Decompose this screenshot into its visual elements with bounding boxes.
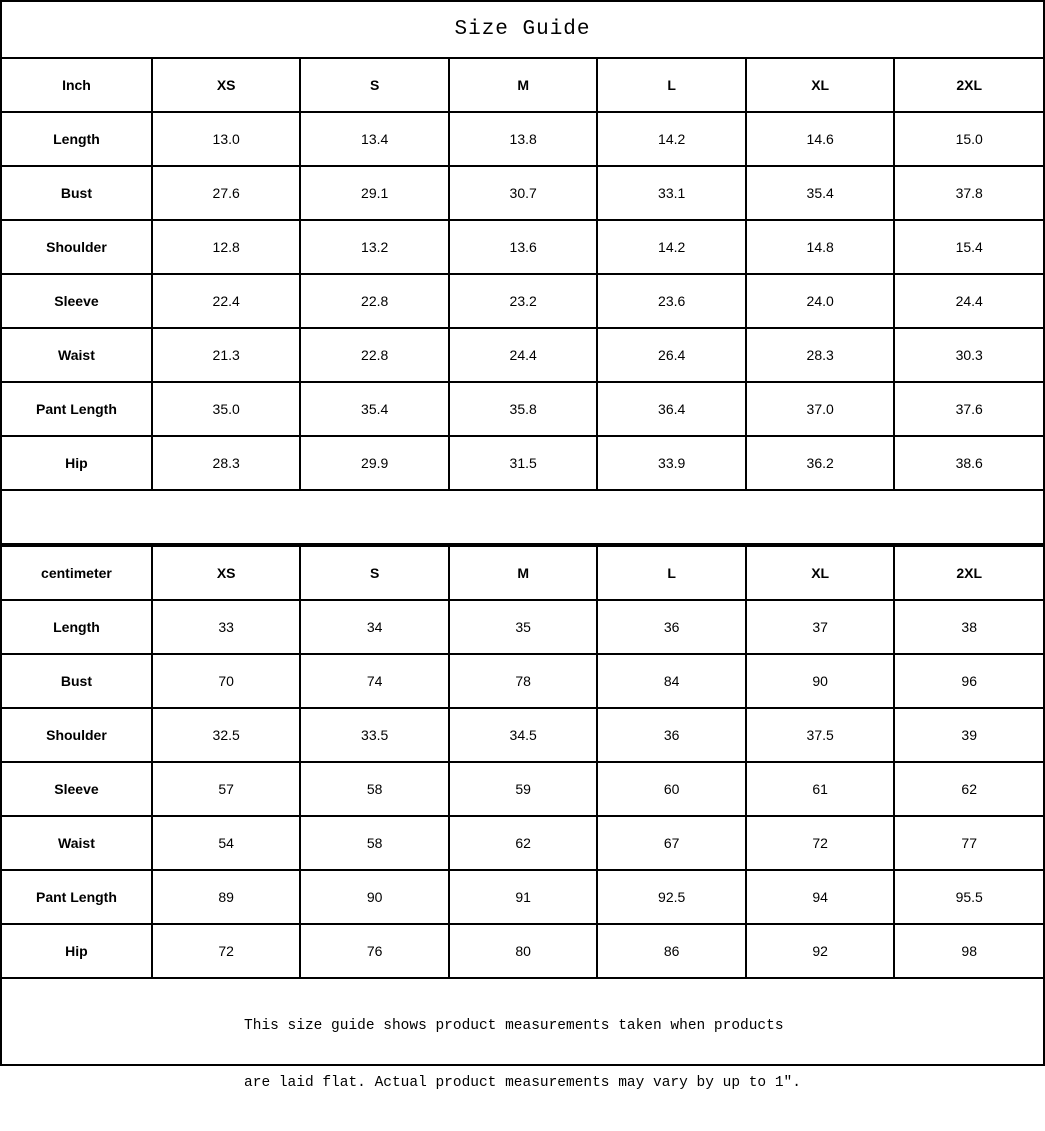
size-column-header: 2XL <box>894 546 1043 600</box>
size-value-cell: 21.3 <box>152 328 301 382</box>
table-row <box>2 762 1043 816</box>
size-value-cell: 33 <box>152 600 301 654</box>
size-value-cell: 72 <box>152 924 301 978</box>
size-value-cell: 74 <box>300 654 449 708</box>
size-value-cell: 15.4 <box>894 220 1043 274</box>
size-value-cell: 54 <box>152 816 301 870</box>
row-label: Shoulder <box>2 708 152 762</box>
table-row <box>2 436 1043 490</box>
size-value-cell: 24.4 <box>449 328 598 382</box>
size-value-cell: 34.5 <box>449 708 598 762</box>
table-row <box>2 328 1043 382</box>
size-value-cell: 91 <box>449 870 598 924</box>
table-row <box>2 924 1043 978</box>
table-row <box>2 708 1043 762</box>
size-value-cell: 72 <box>746 816 895 870</box>
footer-note-line1: This size guide shows product measurements taken when products <box>244 1018 784 1034</box>
size-value-cell: 37.6 <box>894 382 1043 436</box>
footer-note <box>2 979 1043 1131</box>
table-row <box>2 166 1043 220</box>
size-value-cell: 14.8 <box>746 220 895 274</box>
size-value-cell: 23.2 <box>449 274 598 328</box>
table-row <box>2 816 1043 870</box>
size-value-cell: 94 <box>746 870 895 924</box>
size-value-cell: 24.0 <box>746 274 895 328</box>
size-value-cell: 33.9 <box>597 436 746 490</box>
size-column-header: L <box>597 58 746 112</box>
size-column-header: S <box>300 58 449 112</box>
size-value-cell: 78 <box>449 654 598 708</box>
size-value-cell: 59 <box>449 762 598 816</box>
size-value-cell: 58 <box>300 762 449 816</box>
table-row <box>2 112 1043 166</box>
size-value-cell: 29.1 <box>300 166 449 220</box>
size-value-cell: 13.8 <box>449 112 598 166</box>
size-value-cell: 13.0 <box>152 112 301 166</box>
row-label: Shoulder <box>2 220 152 274</box>
size-value-cell: 58 <box>300 816 449 870</box>
size-value-cell: 14.2 <box>597 112 746 166</box>
row-label: Bust <box>2 166 152 220</box>
size-table-header-row <box>2 58 1043 112</box>
row-label: Bust <box>2 654 152 708</box>
size-value-cell: 37 <box>746 600 895 654</box>
table-row <box>2 274 1043 328</box>
unit-header-cell: centimeter <box>2 546 152 600</box>
size-column-header: XL <box>746 58 895 112</box>
size-value-cell: 12.8 <box>152 220 301 274</box>
row-label: Hip <box>2 436 152 490</box>
size-value-cell: 32.5 <box>152 708 301 762</box>
size-value-cell: 89 <box>152 870 301 924</box>
size-value-cell: 13.2 <box>300 220 449 274</box>
size-value-cell: 57 <box>152 762 301 816</box>
size-value-cell: 34 <box>300 600 449 654</box>
size-value-cell: 33.1 <box>597 166 746 220</box>
size-value-cell: 35 <box>449 600 598 654</box>
table-row <box>2 654 1043 708</box>
size-value-cell: 90 <box>300 870 449 924</box>
table-spacer <box>2 491 1043 545</box>
row-label: Length <box>2 600 152 654</box>
size-value-cell: 90 <box>746 654 895 708</box>
size-value-cell: 84 <box>597 654 746 708</box>
size-value-cell: 67 <box>597 816 746 870</box>
size-column-header: 2XL <box>894 58 1043 112</box>
size-value-cell: 13.6 <box>449 220 598 274</box>
size-value-cell: 35.0 <box>152 382 301 436</box>
size-value-cell: 15.0 <box>894 112 1043 166</box>
page-title: Size Guide <box>454 18 591 41</box>
size-value-cell: 22.4 <box>152 274 301 328</box>
size-value-cell: 60 <box>597 762 746 816</box>
size-value-cell: 31.5 <box>449 436 598 490</box>
size-value-cell: 80 <box>449 924 598 978</box>
size-value-cell: 36 <box>597 600 746 654</box>
size-value-cell: 28.3 <box>152 436 301 490</box>
footer-note-line2: are laid flat. Actual product measurements may vary by up to 1″. <box>244 1075 801 1091</box>
row-label: Waist <box>2 816 152 870</box>
size-column-header: M <box>449 58 598 112</box>
size-value-cell: 35.4 <box>300 382 449 436</box>
size-value-cell: 39 <box>894 708 1043 762</box>
size-value-cell: 92 <box>746 924 895 978</box>
table-row <box>2 220 1043 274</box>
row-label: Pant Length <box>2 870 152 924</box>
size-value-cell: 26.4 <box>597 328 746 382</box>
size-value-cell: 13.4 <box>300 112 449 166</box>
size-value-cell: 37.8 <box>894 166 1043 220</box>
row-label: Pant Length <box>2 382 152 436</box>
size-column-header: L <box>597 546 746 600</box>
table-row <box>2 382 1043 436</box>
size-value-cell: 95.5 <box>894 870 1043 924</box>
size-value-cell: 22.8 <box>300 274 449 328</box>
size-value-cell: 23.6 <box>597 274 746 328</box>
size-value-cell: 14.6 <box>746 112 895 166</box>
size-value-cell: 27.6 <box>152 166 301 220</box>
row-label: Length <box>2 112 152 166</box>
size-value-cell: 92.5 <box>597 870 746 924</box>
row-label: Sleeve <box>2 762 152 816</box>
size-value-cell: 35.4 <box>746 166 895 220</box>
size-value-cell: 30.7 <box>449 166 598 220</box>
size-table-centimeter <box>2 545 1043 979</box>
size-column-header: S <box>300 546 449 600</box>
size-value-cell: 35.8 <box>449 382 598 436</box>
size-table-inch <box>2 57 1043 491</box>
size-value-cell: 24.4 <box>894 274 1043 328</box>
size-value-cell: 36 <box>597 708 746 762</box>
size-value-cell: 62 <box>449 816 598 870</box>
size-column-header: XL <box>746 546 895 600</box>
size-value-cell: 38.6 <box>894 436 1043 490</box>
size-value-cell: 76 <box>300 924 449 978</box>
size-column-header: M <box>449 546 598 600</box>
size-value-cell: 14.2 <box>597 220 746 274</box>
size-value-cell: 38 <box>894 600 1043 654</box>
size-value-cell: 29.9 <box>300 436 449 490</box>
size-value-cell: 37.0 <box>746 382 895 436</box>
row-label: Hip <box>2 924 152 978</box>
size-table-header-row <box>2 546 1043 600</box>
footer-note-text <box>244 979 801 1131</box>
size-value-cell: 36.2 <box>746 436 895 490</box>
size-column-header: XS <box>152 546 301 600</box>
size-value-cell: 37.5 <box>746 708 895 762</box>
unit-header-cell: Inch <box>2 58 152 112</box>
size-value-cell: 28.3 <box>746 328 895 382</box>
size-value-cell: 62 <box>894 762 1043 816</box>
size-value-cell: 77 <box>894 816 1043 870</box>
size-value-cell: 96 <box>894 654 1043 708</box>
size-value-cell: 98 <box>894 924 1043 978</box>
size-value-cell: 86 <box>597 924 746 978</box>
size-value-cell: 22.8 <box>300 328 449 382</box>
size-column-header: XS <box>152 58 301 112</box>
table-row <box>2 600 1043 654</box>
row-label: Waist <box>2 328 152 382</box>
size-value-cell: 61 <box>746 762 895 816</box>
size-value-cell: 70 <box>152 654 301 708</box>
size-value-cell: 30.3 <box>894 328 1043 382</box>
table-row <box>2 870 1043 924</box>
size-value-cell: 33.5 <box>300 708 449 762</box>
row-label: Sleeve <box>2 274 152 328</box>
size-value-cell: 36.4 <box>597 382 746 436</box>
